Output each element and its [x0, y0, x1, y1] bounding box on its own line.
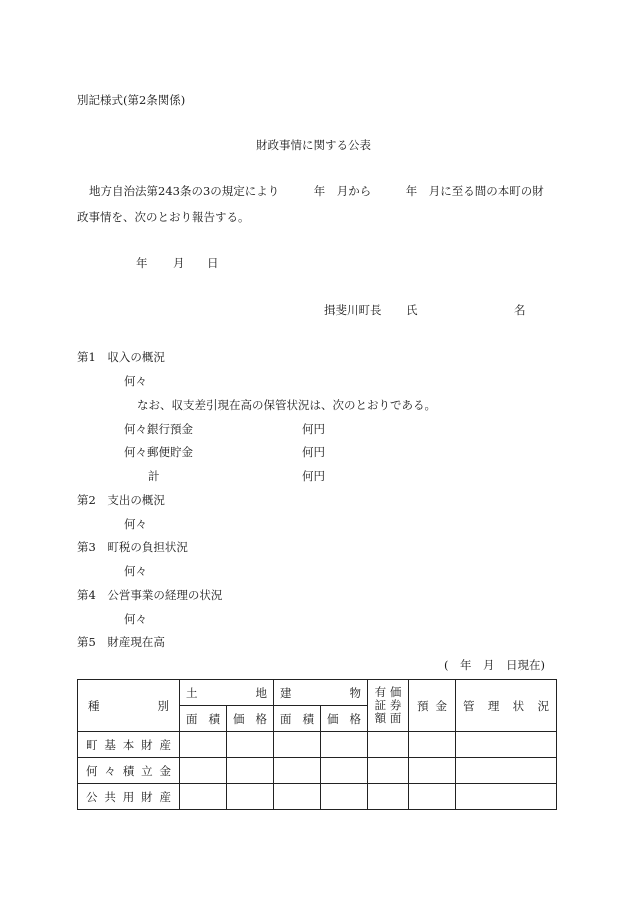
balance-value-total: 何円 — [302, 469, 325, 483]
balance-note: なお、収支差引現在高の保管状況は、次のとおりである。 — [137, 398, 436, 412]
header-management: 管 理 状 況 — [456, 680, 557, 732]
table-cell — [368, 758, 409, 784]
table-cell — [368, 732, 409, 758]
header-kind: 種 別 — [78, 680, 180, 732]
section-3-body: 何々 — [124, 564, 147, 578]
section-2-heading: 第2 支出の概況 — [77, 493, 165, 507]
table-cell — [227, 758, 274, 784]
table-cell — [180, 784, 227, 810]
header-securities: 有 価 証 券 額 面 — [368, 680, 409, 732]
table-cell — [409, 732, 456, 758]
table-cell — [456, 732, 557, 758]
table-cell — [180, 732, 227, 758]
section-4-body: 何々 — [124, 612, 147, 626]
intro-paragraph — [77, 178, 555, 230]
header-deposit: 預 金 — [409, 680, 456, 732]
signer-mei: 名 — [514, 303, 526, 317]
page-title: 財政事情に関する公表 — [256, 138, 371, 152]
table-cell — [409, 784, 456, 810]
table-cell — [456, 758, 557, 784]
balance-value-1: 何円 — [302, 422, 325, 436]
table-cell — [456, 784, 557, 810]
subheader-building-price: 価 格 — [321, 706, 368, 732]
table-cell — [227, 732, 274, 758]
row-label-basic-property: 町 基 本 財 産 — [78, 732, 180, 758]
table-cell — [321, 732, 368, 758]
balance-label-total: 計 — [148, 469, 160, 483]
section-1-heading: 第1 収入の概況 — [77, 350, 165, 364]
header-land: 土 地 — [180, 680, 274, 706]
table-cell — [274, 758, 321, 784]
date-month: 月 — [173, 256, 185, 270]
balance-label-1: 何々銀行預金 — [124, 422, 193, 436]
form-label: 別記様式(第2条関係) — [77, 93, 186, 107]
section-3-heading: 第3 町税の負担状況 — [77, 540, 188, 554]
section-4-heading: 第4 公営事業の経理の状況 — [77, 588, 223, 602]
signer-shi: 氏 — [406, 303, 418, 317]
balance-value-2: 何円 — [302, 445, 325, 459]
balance-label-2: 何々郵便貯金 — [124, 445, 193, 459]
row-label-public-property: 公 共 用 財 産 — [78, 784, 180, 810]
table-cell — [368, 784, 409, 810]
table-cell — [274, 784, 321, 810]
row-label-reserve-fund: 何 々 積 立 金 — [78, 758, 180, 784]
as-of-date: ( 年 月 日現在) — [444, 658, 545, 672]
table-cell — [274, 732, 321, 758]
property-table — [77, 679, 557, 810]
table-row — [78, 758, 557, 784]
section-1-body: 何々 — [124, 374, 147, 388]
section-2-body: 何々 — [124, 517, 147, 531]
subheader-land-price: 価 格 — [227, 706, 274, 732]
signer-title: 揖斐川町長 — [324, 303, 382, 317]
subheader-building-area: 面 積 — [274, 706, 321, 732]
date-year: 年 — [136, 256, 148, 270]
subheader-land-area: 面 積 — [180, 706, 227, 732]
table-cell — [227, 784, 274, 810]
table-cell — [409, 758, 456, 784]
header-building: 建 物 — [274, 680, 368, 706]
table-cell — [180, 758, 227, 784]
date-day: 日 — [207, 256, 219, 270]
intro-line-2: 政事情を、次のとおり報告する。 — [77, 210, 250, 224]
table-row — [78, 732, 557, 758]
intro-line-1: 地方自治法第243条の3の規定により 年 月から 年 月に至る間の本町の財 — [89, 184, 544, 198]
section-5-heading: 第5 財産現在高 — [77, 635, 165, 649]
table-row — [78, 784, 557, 810]
table-cell — [321, 758, 368, 784]
table-cell — [321, 784, 368, 810]
